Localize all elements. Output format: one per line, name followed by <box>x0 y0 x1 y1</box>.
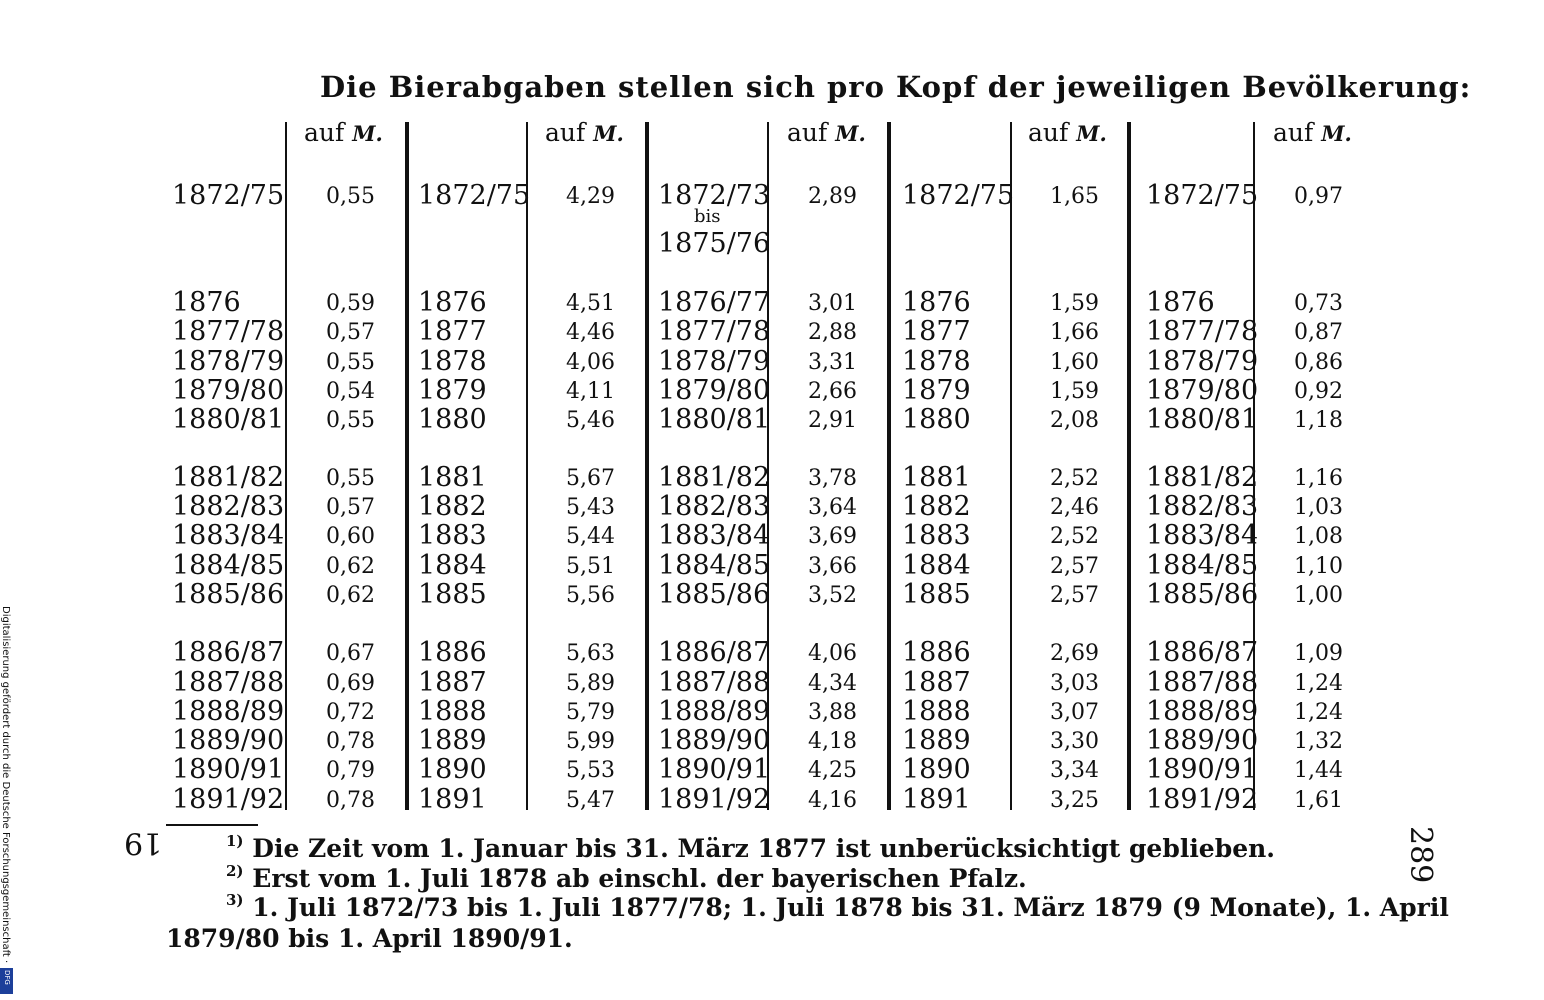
period-cell: 1883/84 <box>172 520 285 551</box>
value-cell: 3,64 <box>808 495 857 520</box>
value-cell: 5,67 <box>566 466 615 491</box>
period-cell: 1891/92 <box>172 784 285 815</box>
period-cell: 1879/80 <box>1146 375 1259 406</box>
value-cell: 2,52 <box>1050 466 1099 491</box>
value-cell: 5,47 <box>566 788 615 813</box>
side-note-text: Digitalisierung gefördert durch die Deutsche Forschungsgemeinschaft · <box>0 606 11 964</box>
period-cell: 1878 <box>418 346 487 377</box>
period-cell: 1887 <box>902 667 971 698</box>
value-cell: 4,11 <box>566 379 615 404</box>
value-cell: 1,44 <box>1294 758 1343 783</box>
column-rule-thick <box>887 122 891 810</box>
period-cell: 1880 <box>902 404 971 435</box>
period-cell: 1877 <box>418 316 487 347</box>
footnote <box>226 864 1027 893</box>
period-cell: 1883/84 <box>1146 520 1259 551</box>
value-cell: 3,34 <box>1050 758 1099 783</box>
value-cell: 1,00 <box>1294 583 1343 608</box>
period-cell: 1880 <box>418 404 487 435</box>
value-cell: 0,55 <box>326 408 375 433</box>
period-cell: 1886/87 <box>1146 637 1259 668</box>
value-cell: 5,99 <box>566 729 615 754</box>
period-cell: 1876 <box>418 287 487 318</box>
period-cell: 1882/83 <box>658 491 771 522</box>
value-cell: 5,46 <box>566 408 615 433</box>
value-cell: 1,18 <box>1294 408 1343 433</box>
value-cell: 1,32 <box>1294 729 1343 754</box>
value-cell: 5,56 <box>566 583 615 608</box>
period-cell: 1879/80 <box>658 375 771 406</box>
value-cell: 3,78 <box>808 466 857 491</box>
period-cell: 1881 <box>418 462 487 493</box>
value-cell: 2,08 <box>1050 408 1099 433</box>
footnote-mark: 3) <box>226 891 244 909</box>
period-cell: 1881 <box>902 462 971 493</box>
period-cell: 1876 <box>902 287 971 318</box>
period-cell: 1888/89 <box>658 696 771 727</box>
period-cell: 1879 <box>902 375 971 406</box>
value-cell: 2,46 <box>1050 495 1099 520</box>
unit-label: auf <box>304 118 353 147</box>
column-header-unit <box>787 118 866 147</box>
value-cell: 4,06 <box>808 641 857 666</box>
period-cell: 1876 <box>172 287 241 318</box>
value-cell: 4,51 <box>566 291 615 316</box>
value-cell: 3,31 <box>808 350 857 375</box>
value-cell: 1,65 <box>1050 184 1099 209</box>
value-cell: 1,08 <box>1294 524 1343 549</box>
period-cell: 1882/83 <box>1146 491 1259 522</box>
value-cell: 2,89 <box>808 184 857 209</box>
value-cell: 0,87 <box>1294 320 1343 345</box>
value-cell: 2,69 <box>1050 641 1099 666</box>
period-cell: 1889/90 <box>1146 725 1259 756</box>
footnote-text: Erst vom 1. Juli 1878 ab einschl. der bayerischen Pfalz. <box>252 864 1027 893</box>
column-header-unit <box>1028 118 1107 147</box>
footnote-text: 1. Juli 1872/73 bis 1. Juli 1877/78; 1. Juli 1878 bis 31. März 1879 (9 Monate), 1. April <box>252 893 1449 922</box>
period-cell: 1879/80 <box>172 375 285 406</box>
value-cell: 0,54 <box>326 379 375 404</box>
period-cell: 1888/89 <box>1146 696 1259 727</box>
period-cell: 1872/75 <box>418 180 531 211</box>
period-bis: bis <box>694 206 721 227</box>
value-cell: 0,55 <box>326 184 375 209</box>
value-cell: 0,79 <box>326 758 375 783</box>
period-cell: 1891/92 <box>658 784 771 815</box>
value-cell: 4,06 <box>566 350 615 375</box>
unit-label: auf <box>787 118 836 147</box>
period-cell: 1883 <box>902 520 971 551</box>
period-cell: 1890/91 <box>658 754 771 785</box>
value-cell: 1,24 <box>1294 700 1343 725</box>
column-rule-thick <box>1127 122 1131 810</box>
footnote <box>166 924 573 953</box>
value-cell: 5,53 <box>566 758 615 783</box>
footnote-mark: 1) <box>226 832 244 850</box>
value-cell: 1,09 <box>1294 641 1343 666</box>
period-cell: 1887/88 <box>658 667 771 698</box>
value-cell: 0,73 <box>1294 291 1343 316</box>
footnote-rule <box>166 824 258 826</box>
period-cell: 1889 <box>418 725 487 756</box>
period-cell: 1891/92 <box>1146 784 1259 815</box>
value-cell: 3,25 <box>1050 788 1099 813</box>
period-cell: 1876/77 <box>658 287 771 318</box>
period-cell: 1889/90 <box>172 725 285 756</box>
column-rule-thin <box>285 122 287 810</box>
period-cell: 1878 <box>902 346 971 377</box>
value-cell: 0,86 <box>1294 350 1343 375</box>
period-cell: 1880/81 <box>172 404 285 435</box>
value-cell: 3,66 <box>808 554 857 579</box>
period-cell: 1878/79 <box>172 346 285 377</box>
footnote-text: Die Zeit vom 1. Januar bis 31. März 1877 ist unberücksichtigt geblieben. <box>252 834 1275 863</box>
value-cell: 1,66 <box>1050 320 1099 345</box>
period-cell: 1891 <box>902 784 971 815</box>
period-cell: 1872/75 <box>902 180 1015 211</box>
period-cell: 1885/86 <box>658 579 771 610</box>
value-cell: 0,57 <box>326 320 375 345</box>
column-header-unit <box>1273 118 1352 147</box>
value-cell: 3,01 <box>808 291 857 316</box>
period-cell: 1882/83 <box>172 491 285 522</box>
value-cell: 4,25 <box>808 758 857 783</box>
period-cell: 1883 <box>418 520 487 551</box>
value-cell: 3,52 <box>808 583 857 608</box>
period-cell: 1883/84 <box>658 520 771 551</box>
period-cell: 1879 <box>418 375 487 406</box>
value-cell: 1,59 <box>1050 379 1099 404</box>
value-cell: 0,69 <box>326 671 375 696</box>
column-rule-thin <box>1010 122 1012 810</box>
value-cell: 0,55 <box>326 350 375 375</box>
period-cell: 1885 <box>902 579 971 610</box>
value-cell: 3,07 <box>1050 700 1099 725</box>
period-cell: 1872/75 <box>1146 180 1259 211</box>
period-cell: 1888 <box>418 696 487 727</box>
period-cell: 1885/86 <box>172 579 285 610</box>
value-cell: 5,79 <box>566 700 615 725</box>
period-cell: 1877/78 <box>172 316 285 347</box>
period-cell: 1877/78 <box>1146 316 1259 347</box>
period-cell: 1886 <box>902 637 971 668</box>
period-cell: 1884/85 <box>172 550 285 581</box>
value-cell: 0,72 <box>326 700 375 725</box>
period-cell: 1889 <box>902 725 971 756</box>
period-cell: 1882 <box>418 491 487 522</box>
page-number-left: 19 <box>124 825 163 860</box>
value-cell: 0,92 <box>1294 379 1343 404</box>
period-cell: 1880/81 <box>1146 404 1259 435</box>
value-cell: 4,16 <box>808 788 857 813</box>
value-cell: 1,60 <box>1050 350 1099 375</box>
footnote <box>226 834 1275 863</box>
value-cell: 2,66 <box>808 379 857 404</box>
period-cell: 1887 <box>418 667 487 698</box>
value-cell: 1,59 <box>1050 291 1099 316</box>
period-cell: 1885/86 <box>1146 579 1259 610</box>
value-cell: 0,60 <box>326 524 375 549</box>
unit-symbol: M. <box>835 121 866 146</box>
value-cell: 0,97 <box>1294 184 1343 209</box>
period-cell: 1872/75 <box>172 180 285 211</box>
unit-label: auf <box>1273 118 1322 147</box>
value-cell: 1,24 <box>1294 671 1343 696</box>
column-header-unit <box>545 118 624 147</box>
column-header-unit <box>304 118 383 147</box>
value-cell: 4,34 <box>808 671 857 696</box>
column-rule-thick <box>405 122 409 810</box>
page-title: Die Bierabgaben stellen sich pro Kopf der jeweiligen Bevölkerung: <box>320 70 1472 104</box>
period-cell: 1876 <box>1146 287 1215 318</box>
period-cell: 1888/89 <box>172 696 285 727</box>
dfg-logo-text: DFG <box>3 970 11 985</box>
unit-symbol: M. <box>1076 121 1107 146</box>
value-cell: 0,57 <box>326 495 375 520</box>
period-cell: 1872/73 <box>658 180 771 211</box>
period-cell: 1889/90 <box>658 725 771 756</box>
value-cell: 2,57 <box>1050 554 1099 579</box>
period-cell: 1885 <box>418 579 487 610</box>
period-cell: 1890/91 <box>172 754 285 785</box>
footnote-mark: 2) <box>226 862 244 880</box>
value-cell: 0,78 <box>326 729 375 754</box>
column-rule-thin <box>526 122 528 810</box>
value-cell: 0,67 <box>326 641 375 666</box>
period-cell: 1890/91 <box>1146 754 1259 785</box>
value-cell: 1,03 <box>1294 495 1343 520</box>
period-cell: 1884/85 <box>658 550 771 581</box>
dfg-logo <box>0 968 13 994</box>
value-cell: 0,62 <box>326 583 375 608</box>
period-cell: 1891 <box>418 784 487 815</box>
period-cell: 1877 <box>902 316 971 347</box>
period-cell: 1884 <box>418 550 487 581</box>
column-rule-thick <box>645 122 649 810</box>
value-cell: 4,29 <box>566 184 615 209</box>
value-cell: 0,78 <box>326 788 375 813</box>
value-cell: 2,88 <box>808 320 857 345</box>
value-cell: 0,55 <box>326 466 375 491</box>
value-cell: 3,88 <box>808 700 857 725</box>
value-cell: 2,52 <box>1050 524 1099 549</box>
value-cell: 2,57 <box>1050 583 1099 608</box>
period-cell: 1886/87 <box>658 637 771 668</box>
value-cell: 1,16 <box>1294 466 1343 491</box>
period-cell: 1880/81 <box>658 404 771 435</box>
period-cell: 1878/79 <box>658 346 771 377</box>
period-cell: 1881/82 <box>658 462 771 493</box>
period-cell: 1878/79 <box>1146 346 1259 377</box>
unit-symbol: M. <box>593 121 624 146</box>
period-cell: 1886 <box>418 637 487 668</box>
period-cell: 1877/78 <box>658 316 771 347</box>
footnote <box>226 893 1449 922</box>
value-cell: 4,46 <box>566 320 615 345</box>
value-cell: 1,61 <box>1294 788 1343 813</box>
value-cell: 3,03 <box>1050 671 1099 696</box>
side-note <box>0 606 14 966</box>
period-cell: 1890 <box>418 754 487 785</box>
value-cell: 5,89 <box>566 671 615 696</box>
period-cell: 1887/88 <box>172 667 285 698</box>
unit-label: auf <box>1028 118 1077 147</box>
period-cell: 1887/88 <box>1146 667 1259 698</box>
period-cell: 1881/82 <box>172 462 285 493</box>
period-cell: 1890 <box>902 754 971 785</box>
period-cell: 1886/87 <box>172 637 285 668</box>
value-cell: 2,91 <box>808 408 857 433</box>
period-cell: 1888 <box>902 696 971 727</box>
unit-label: auf <box>545 118 594 147</box>
period-cell: 1882 <box>902 491 971 522</box>
footnote-text: 1879/80 bis 1. April 1890/91. <box>166 924 573 953</box>
period-cell: 1884/85 <box>1146 550 1259 581</box>
unit-symbol: M. <box>352 121 383 146</box>
value-cell: 5,43 <box>566 495 615 520</box>
value-cell: 5,51 <box>566 554 615 579</box>
period-cell: 1884 <box>902 550 971 581</box>
value-cell: 3,69 <box>808 524 857 549</box>
value-cell: 1,10 <box>1294 554 1343 579</box>
page-number-right: 289 <box>1403 826 1438 884</box>
value-cell: 3,30 <box>1050 729 1099 754</box>
value-cell: 4,18 <box>808 729 857 754</box>
value-cell: 5,44 <box>566 524 615 549</box>
unit-symbol: M. <box>1321 121 1352 146</box>
value-cell: 0,59 <box>326 291 375 316</box>
value-cell: 0,62 <box>326 554 375 579</box>
value-cell: 5,63 <box>566 641 615 666</box>
period-cell: 1881/82 <box>1146 462 1259 493</box>
period-cell: 1875/76 <box>658 228 771 259</box>
